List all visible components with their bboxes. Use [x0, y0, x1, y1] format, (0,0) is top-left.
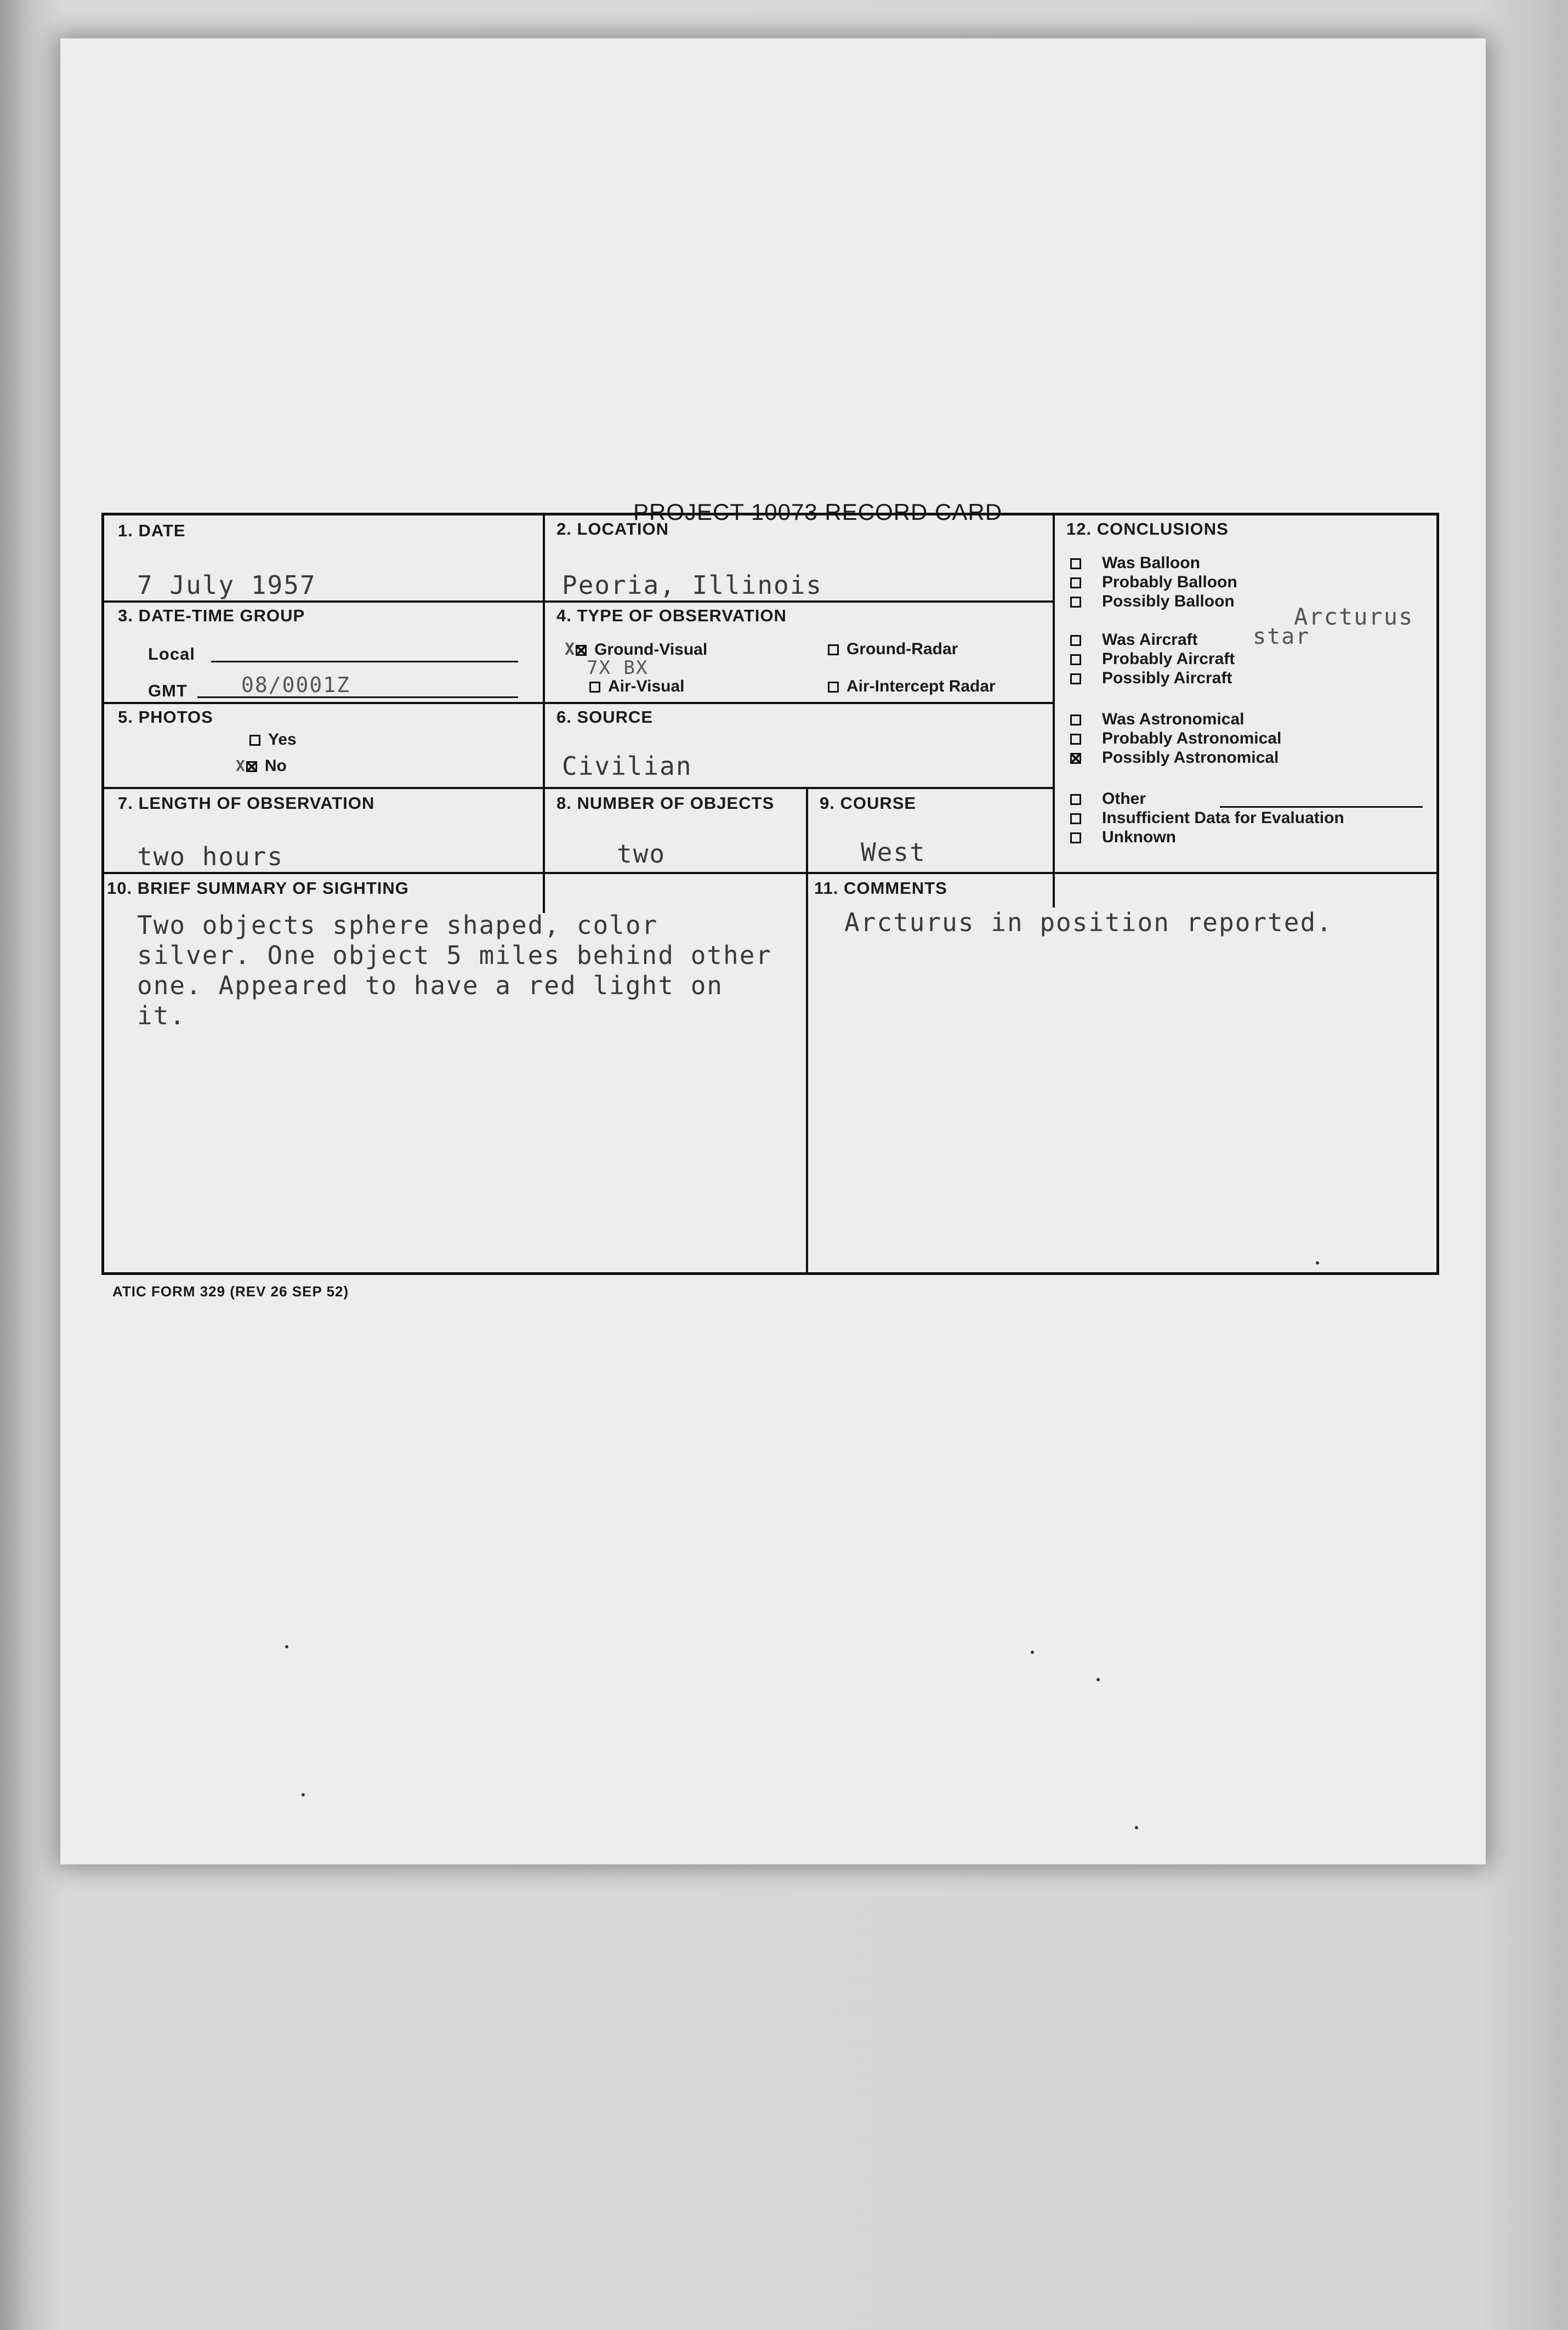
ground-visual-text: Ground-Visual — [594, 640, 708, 659]
was-astronomical-option[interactable] — [1070, 710, 1245, 729]
photos-label: 5. PHOTOS — [118, 707, 213, 727]
scan-speck — [1097, 1678, 1100, 1681]
possibly-aircraft-option[interactable] — [1070, 669, 1232, 688]
photos-no-option[interactable] — [236, 757, 287, 775]
ground-visual-checkbox[interactable] — [576, 645, 587, 656]
date-value: 7 July 1957 — [137, 570, 316, 600]
summary-line: it. — [137, 1001, 186, 1030]
gmt-label: GMT — [148, 681, 188, 700]
air-visual-checkbox[interactable] — [589, 682, 600, 693]
conclusions-label: 12. CONCLUSIONS — [1066, 519, 1229, 538]
scan-speck — [302, 1793, 305, 1796]
possibly-aircraft-text: Possibly Aircraft — [1102, 669, 1232, 687]
objects-label: 8. NUMBER OF OBJECTS — [556, 793, 775, 813]
summary-line: Two objects sphere shaped, color — [137, 910, 658, 940]
probably-balloon-option[interactable] — [1070, 573, 1237, 592]
photos-yes-text: Yes — [268, 730, 297, 749]
was-aircraft-option[interactable] — [1070, 631, 1198, 649]
comments-label: 11. COMMENTS — [814, 878, 947, 898]
possibly-balloon-text: Possibly Balloon — [1102, 592, 1235, 610]
probably-balloon-checkbox[interactable] — [1070, 577, 1081, 588]
summary-line: silver. One object 5 miles behind other — [137, 940, 772, 970]
gmt-value: 08/0001Z — [241, 673, 351, 697]
form-footer: ATIC FORM 329 (REV 26 SEP 52) — [112, 1283, 349, 1300]
was-balloon-text: Was Balloon — [1102, 554, 1200, 572]
probably-aircraft-text: Probably Aircraft — [1102, 650, 1235, 668]
possibly-astronomical-option[interactable] — [1070, 749, 1279, 767]
other-text: Other — [1102, 790, 1146, 808]
card-title: PROJECT 10073 RECORD CARD — [633, 499, 1003, 525]
possibly-astronomical-checkbox[interactable] — [1070, 753, 1081, 764]
summary-label: 10. BRIEF SUMMARY OF SIGHTING — [107, 878, 409, 898]
possibly-balloon-checkbox[interactable] — [1070, 597, 1081, 608]
air-visual-text: Air-Visual — [608, 677, 685, 695]
was-balloon-checkbox[interactable] — [1070, 558, 1081, 569]
probably-aircraft-option[interactable] — [1070, 650, 1235, 668]
conclusion-annotation: star — [1253, 624, 1310, 649]
length-label: 7. LENGTH OF OBSERVATION — [118, 793, 375, 813]
insufficient-checkbox[interactable] — [1070, 813, 1081, 824]
air-intercept-text: Air-Intercept Radar — [847, 677, 996, 695]
unknown-text: Unknown — [1102, 828, 1176, 846]
course-label: 9. COURSE — [820, 793, 917, 813]
summary-line: one. Appeared to have a red light on — [137, 971, 723, 1000]
date-label: 1. DATE — [118, 521, 186, 540]
ground-radar-option[interactable] — [828, 640, 958, 659]
scan-speck — [1031, 1651, 1034, 1654]
scan-speck — [1135, 1826, 1138, 1829]
photos-yes-option[interactable] — [249, 730, 297, 749]
probably-balloon-text: Probably Balloon — [1102, 573, 1237, 591]
divider — [1053, 513, 1055, 908]
photos-no-text: No — [264, 757, 287, 775]
source-value: Civilian — [562, 751, 692, 781]
possibly-balloon-option[interactable] — [1070, 592, 1235, 611]
air-intercept-checkbox[interactable] — [828, 682, 839, 693]
was-astronomical-checkbox[interactable] — [1070, 715, 1081, 725]
divider — [101, 787, 1054, 789]
was-balloon-option[interactable] — [1070, 554, 1200, 572]
ground-radar-checkbox[interactable] — [828, 644, 839, 655]
was-astronomical-text: Was Astronomical — [1102, 710, 1245, 728]
divider — [101, 872, 1439, 874]
dtg-label: 3. DATE-TIME GROUP — [118, 606, 305, 625]
observation-label: 4. TYPE OF OBSERVATION — [556, 606, 787, 625]
divider — [543, 513, 545, 913]
unknown-checkbox[interactable] — [1070, 832, 1081, 843]
divider — [101, 600, 1054, 603]
objects-value: two — [617, 839, 666, 869]
probably-aircraft-checkbox[interactable] — [1070, 654, 1081, 665]
possibly-aircraft-checkbox[interactable] — [1070, 673, 1081, 684]
source-label: 6. SOURCE — [556, 707, 654, 727]
scan-speck — [285, 1645, 288, 1648]
probably-astronomical-checkbox[interactable] — [1070, 734, 1081, 745]
conclusion-annotation: Arcturus — [1294, 603, 1414, 630]
local-label: Local — [148, 644, 195, 664]
length-value: two hours — [137, 842, 284, 871]
divider — [806, 787, 808, 1275]
comments-value: Arcturus in position reported. — [844, 908, 1333, 937]
divider — [101, 702, 1054, 704]
location-value: Peoria, Illinois — [562, 570, 823, 600]
was-aircraft-checkbox[interactable] — [1070, 635, 1081, 646]
possibly-astronomical-text: Possibly Astronomical — [1102, 749, 1279, 767]
record-sheet — [60, 38, 1486, 1864]
ground-radar-text: Ground-Radar — [847, 640, 958, 658]
photos-no-checkbox[interactable] — [246, 761, 257, 772]
was-aircraft-text: Was Aircraft — [1102, 631, 1198, 649]
photos-yes-checkbox[interactable] — [249, 735, 260, 746]
ground-visual-mark: X — [565, 640, 576, 659]
unknown-option[interactable] — [1070, 828, 1176, 847]
ground-visual-option[interactable] — [565, 640, 707, 659]
photos-no-mark: X — [236, 757, 246, 775]
course-value: West — [861, 837, 926, 867]
air-visual-option[interactable] — [589, 677, 685, 696]
other-line — [1220, 806, 1423, 808]
local-line — [211, 661, 518, 662]
other-checkbox[interactable] — [1070, 794, 1081, 805]
location-label: 2. LOCATION — [556, 519, 669, 538]
scan-speck — [1316, 1261, 1319, 1265]
insufficient-option[interactable] — [1070, 809, 1344, 827]
insufficient-text: Insufficient Data for Evaluation — [1102, 809, 1344, 827]
probably-astronomical-text: Probably Astronomical — [1102, 729, 1282, 747]
probably-astronomical-option[interactable] — [1070, 729, 1281, 748]
observation-annotation: 7X BX — [587, 657, 649, 679]
air-intercept-option[interactable] — [828, 677, 996, 696]
other-option[interactable] — [1070, 790, 1146, 808]
